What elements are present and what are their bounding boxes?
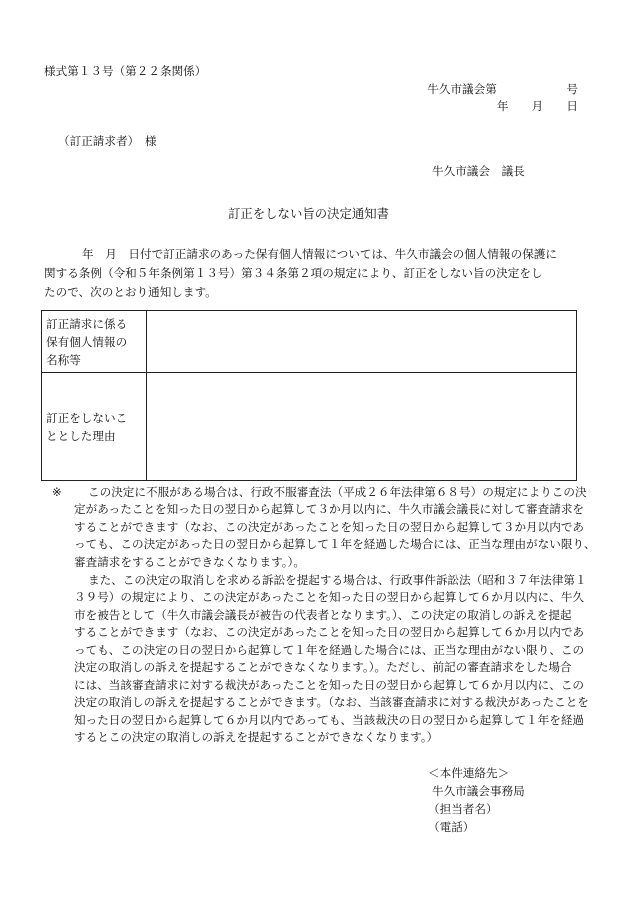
row-value-target[interactable] [147, 311, 577, 373]
note-p2-line-10: するとこの決定の取消しの訴えを提起することができなくなります。） [74, 730, 439, 744]
label-line: 保有個人情報の [46, 334, 128, 349]
intro-line-1: 年 月 日付で訂正請求のあった保有個人情報については、牛久市議会の個人情報の保護に [82, 247, 557, 261]
label-line: ととした理由 [46, 428, 116, 443]
row-label-target [42, 311, 147, 373]
note-p2-line-6: 決定の取消しの訴えを提起することができなくなります。）。ただし、前記の審査請求をした場合 [74, 660, 572, 674]
note-p1-line-2: 定があったことを知った日の翌日から起算して３か月以内に、牛久市議会議長に対して審査請求を [74, 502, 585, 516]
note-mark: ※ [52, 485, 62, 499]
note-p2-line-8: 決定の取消しの訴えを提起することができます。（なお、当該審査請求に対する裁決があったことを [74, 695, 589, 709]
row-label-reason [42, 373, 147, 481]
info-table [41, 310, 577, 481]
label-line: 名称等 [46, 352, 81, 367]
contact-heading: ＜本件連絡先＞ [428, 766, 510, 780]
recipient: （訂正請求者） 様 [58, 134, 157, 148]
note-p1-line-1: この決定に不服がある場合は、行政不服審査法（平成２６年法律第６８号）の規定によりこの決 [88, 485, 587, 499]
row-value-reason[interactable] [147, 373, 577, 481]
note-p2-line-5: っても、この決定の日の翌日から起算して１年を経過した場合には、正当な理由がない限り、この [74, 643, 585, 657]
label-line: 訂正請求に係る [46, 316, 128, 331]
document-title: 訂正をしない旨の決定通知書 [228, 206, 390, 221]
contact-office: 牛久市議会事務局 [432, 784, 525, 798]
note-p2-line-1: また、この決定の取消しを求める訴訟を提起する場合は、行政事件訴訟法（昭和３７年法律第１ [88, 573, 587, 587]
label-line: 訂正をしないこ [46, 410, 128, 425]
form-number: 様式第１３号（第２２条関係） [44, 64, 207, 78]
note-p2-line-9: 知った日の翌日から起算して６か月以内であっても、当該裁決の日の翌日から起算して１年を経過 [74, 713, 585, 727]
contact-phone: （電話） [428, 820, 475, 834]
issue-date: 年 月 日 [496, 99, 578, 113]
note-p2-line-3: 市を被告として（牛久市議会議長が被告の代表者となります。）、この決定の取消しの訴えを提起 [74, 608, 572, 622]
note-p1-line-5: 審査請求をすることができなくなります。）。 [74, 555, 305, 569]
issue-number: 牛久市議会第 号 [427, 82, 578, 96]
contact-person: （担当者名） [428, 802, 498, 816]
table-row [42, 373, 577, 481]
note-p2-line-4: することができます（なお、この決定があったことを知った日の翌日から起算して６か月以内であ [74, 625, 585, 639]
issuer: 牛久市議会 議長 [432, 164, 525, 178]
table-row [42, 311, 577, 373]
intro-line-3: たので、次のとおり通知します。 [44, 285, 217, 299]
intro-line-2: 関する条例（令和５年条例第１３号）第３４条第２項の規定により、訂正をしない旨の決定をし [44, 266, 543, 280]
note-p2-line-2: ３９号）の規定により、この決定があったことを知った日の翌日から起算して６か月以内に、牛久 [74, 590, 585, 604]
note-p2-line-7: には、当該審査請求に対する裁決があったことを知った日の翌日から起算して６か月以内に、この [74, 678, 585, 692]
note-p1-line-4: っても、この決定があった日の翌日から起算して１年を経過した場合には、正当な理由がない限り、 [74, 537, 596, 551]
note-p1-line-3: することができます（なお、この決定があったことを知った日の翌日から起算して３か月以内であ [74, 520, 585, 534]
